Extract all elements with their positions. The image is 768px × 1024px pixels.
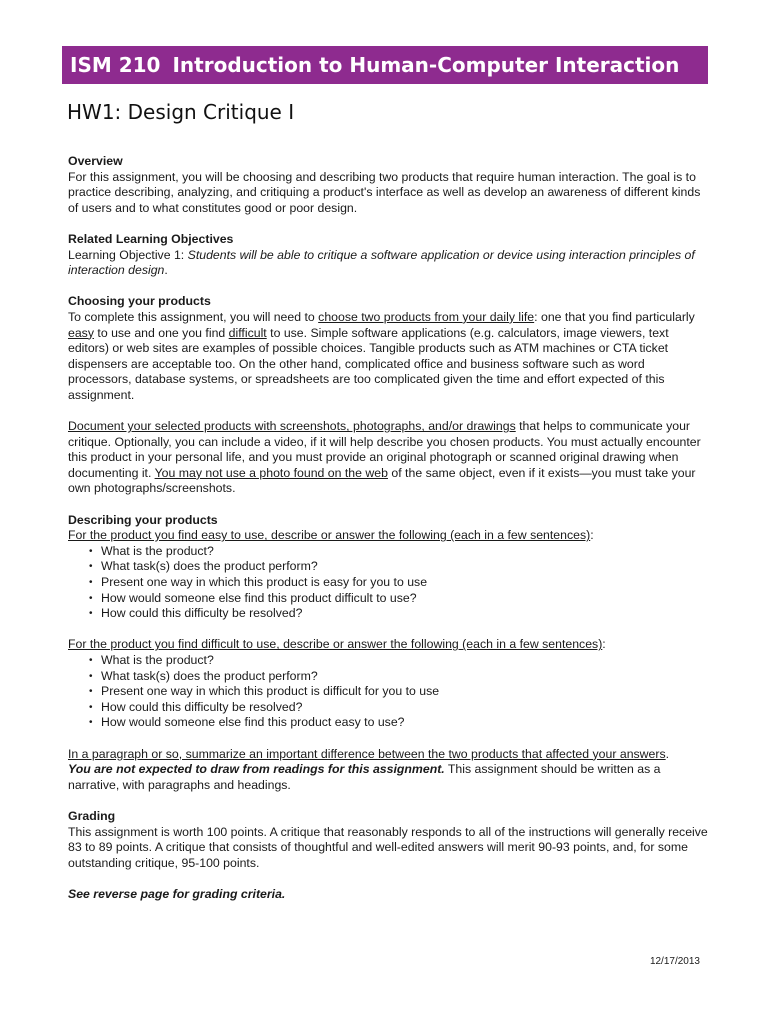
grading-paragraph: This assignment is worth 100 points. A critique that reasonably responds to all of the instructions will generally receive 83 to 89 points. A critique that consists of thoughtful and well-edited answers will merit 90-93 points, and, for some outstanding critique, 95-100 points. <box>68 824 708 870</box>
list-item: • How would someone else find this product difficult to use? <box>101 591 708 607</box>
choosing-heading: Choosing your products <box>68 294 211 309</box>
objective-period: . <box>164 263 168 278</box>
reverse-page-note: See reverse page for grading criteria. <box>68 886 286 901</box>
assignment-body <box>68 154 708 903</box>
course-code: ISM 210 <box>70 53 161 77</box>
difficult-text: difficult <box>228 325 267 340</box>
list-item: • Present one way in which this product is easy for you to use <box>101 575 708 591</box>
readings-paragraph: You are not expected to draw from readings for this assignment. This assignment should be written as a narrative, with paragraphs and headings. <box>68 762 661 792</box>
grading-heading: Grading <box>68 808 116 823</box>
list-item: • What is the product? <box>101 653 708 669</box>
list-item: • How could this difficulty be resolved? <box>101 606 708 622</box>
difficult-questions-list <box>68 653 708 731</box>
overview-paragraph: For this assignment, you will be choosing and describing two products that require human interaction. The goal is to practice describing, analyzing, and critiquing a product's interface as well as develop an awareness of different kinds of users and to what constitutes good or poor design. <box>68 169 701 215</box>
choosing-paragraph-1: To complete this assignment, you will need to choose two products from your daily life: one that you find particularly easy to use and one you find difficult to use. Simple software applications (e.g. calculators, image viewers, text editors) or web sites are examples of possible choices. Tangible products such as ATM machines or CTA ticket dispensers are acceptable too. On the other hand, complicated office and business software such as word processors, database systems, or spreadsheets are too complicated given the time and effort expected of this assignment. <box>68 309 695 402</box>
footer-date: 12/17/2013 <box>649 956 700 967</box>
assignment-title: HW1: Design Critique I <box>67 100 295 124</box>
difficult-intro: For the product you find difficult to use, describe or answer the following (each in a few sentences): <box>68 637 606 652</box>
objectives-paragraph <box>68 248 708 279</box>
easy-questions-list <box>68 544 708 622</box>
describing-heading: Describing your products <box>68 512 218 527</box>
document-products-text: Document your selected products with screenshots, photographs, and/or drawings <box>68 419 516 434</box>
readings-note: You are not expected to draw from readings for this assignment. <box>68 762 445 777</box>
list-item: • What task(s) does the product perform? <box>101 559 708 575</box>
course-title: Introduction to Human-Computer Interaction <box>172 53 680 77</box>
choose-two-products-text: choose two products from your daily life <box>318 309 535 324</box>
list-item: • What task(s) does the product perform? <box>101 669 708 685</box>
list-item: • How would someone else find this product easy to use? <box>101 715 708 731</box>
choosing-paragraph-2: Document your selected products with screenshots, photographs, and/or drawings that helps to communicate your critique. Optionally, you can include a video, if it will help describe you chosen products. You must actually encounter this product in your personal life, and you must provide an original photograph or scanned original drawing when documenting it. You may not use a photo found on the web of the same object, even if it exists—you must take your own photographs/screenshots. <box>68 419 701 496</box>
objective-label: Learning Objective 1: <box>68 247 188 262</box>
objectives-heading: Related Learning Objectives <box>68 231 234 246</box>
objective-text: Students will be able to critique a software application or device using interaction principles of interaction design <box>68 247 695 278</box>
list-item: • What is the product? <box>101 544 708 560</box>
overview-heading: Overview <box>68 154 123 168</box>
no-web-photo-text: You may not use a photo found on the web <box>154 465 388 480</box>
summary-paragraph: In a paragraph or so, summarize an important difference between the two products that affected your answers. <box>68 746 670 761</box>
list-item: • How could this difficulty be resolved? <box>101 700 708 716</box>
course-banner <box>62 46 708 84</box>
easy-text: easy <box>68 325 94 340</box>
easy-intro: For the product you find easy to use, describe or answer the following (each in a few sentences): <box>68 528 594 543</box>
list-item: • Present one way in which this product is difficult for you to use <box>101 684 708 700</box>
